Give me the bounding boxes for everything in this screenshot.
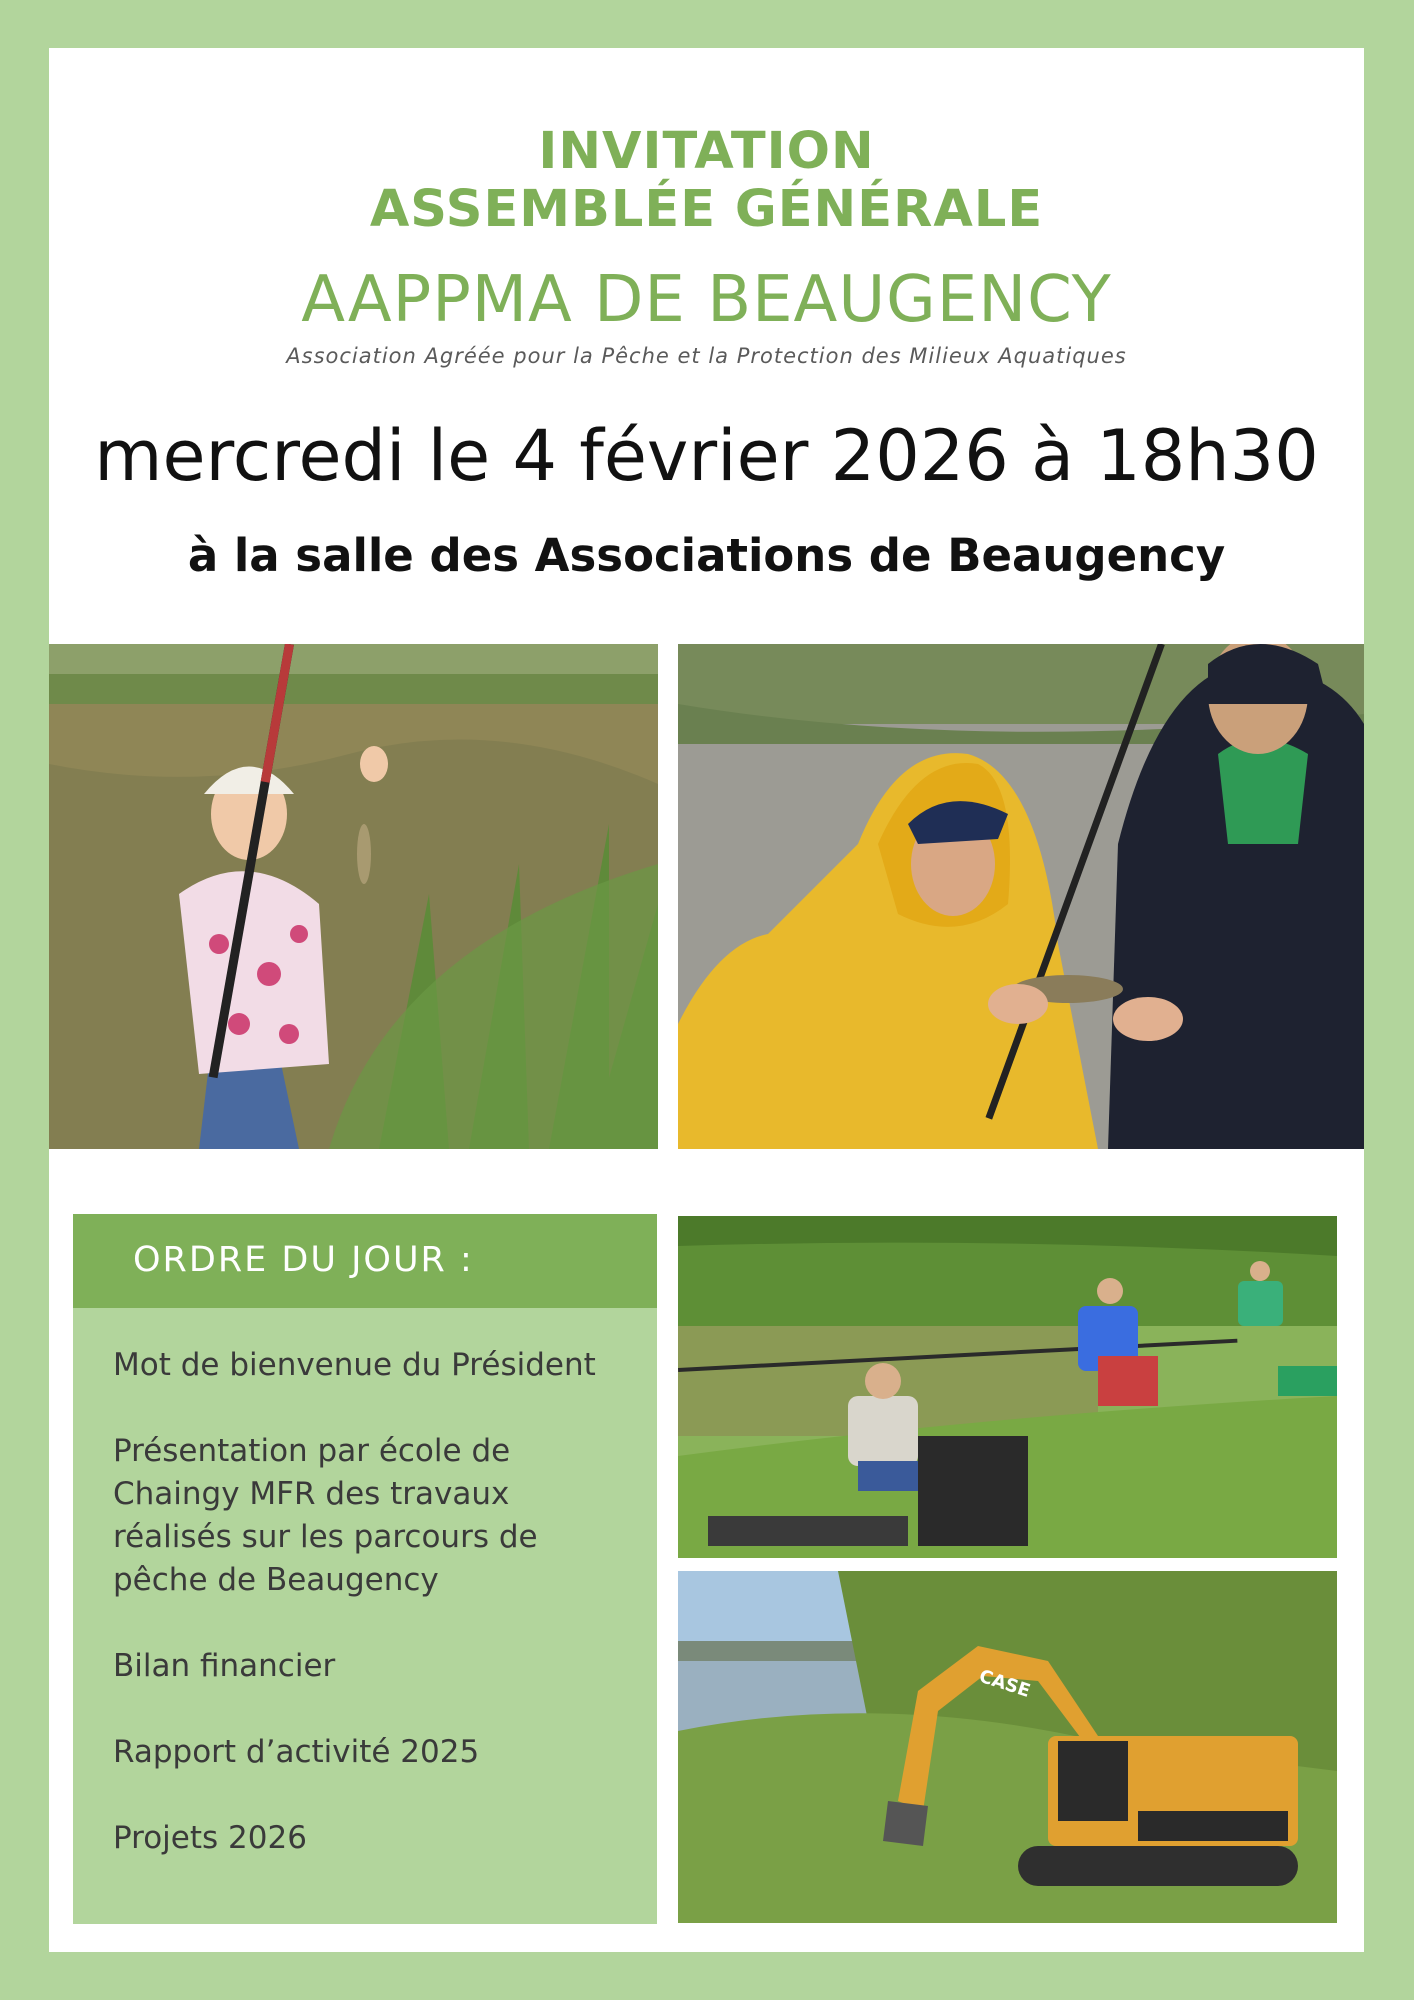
event-location: à la salle des Associations de Beaugency: [187, 529, 1226, 582]
agenda-item-financial-report: Bilan financier: [113, 1648, 336, 1684]
svg-text:CASE: CASE: [976, 1665, 1033, 1702]
agenda-item-welcome: Mot de bienvenue du Président: [113, 1347, 596, 1383]
invitation-poster: [49, 48, 1364, 1952]
organization-full-name: Association Agréée pour la Pêche et la Protection des Milieux Aquatiques: [286, 344, 1127, 368]
agenda-item-activity-report: Rapport d’activité 2025: [113, 1734, 480, 1770]
invitation-title-line1: INVITATION: [538, 122, 875, 181]
agenda-header: [73, 1214, 657, 1308]
organization-name: AAPPMA DE BEAUGENCY: [301, 263, 1112, 337]
photo-child-with-fish: [678, 644, 1364, 1149]
agenda-list: [113, 1344, 633, 1903]
photo-anglers-riverbank: [678, 1216, 1337, 1558]
photo-excavator-works: [678, 1571, 1337, 1923]
agenda-title: ORDRE DU JOUR :: [133, 1240, 474, 1280]
invitation-title-line2: ASSEMBLÉE GÉNÉRALE: [369, 180, 1044, 239]
agenda-item-presentation: Présentation par école de Chaingy MFR des travaux réalisés sur les parcours de pêche de Beaugency: [113, 1433, 538, 1598]
agenda-panel: [73, 1214, 657, 1924]
event-date: mercredi le 4 février 2026 à 18h30: [94, 415, 1319, 497]
photo-girl-fishing: [49, 644, 658, 1149]
agenda-item-projects: Projets 2026: [113, 1820, 307, 1856]
